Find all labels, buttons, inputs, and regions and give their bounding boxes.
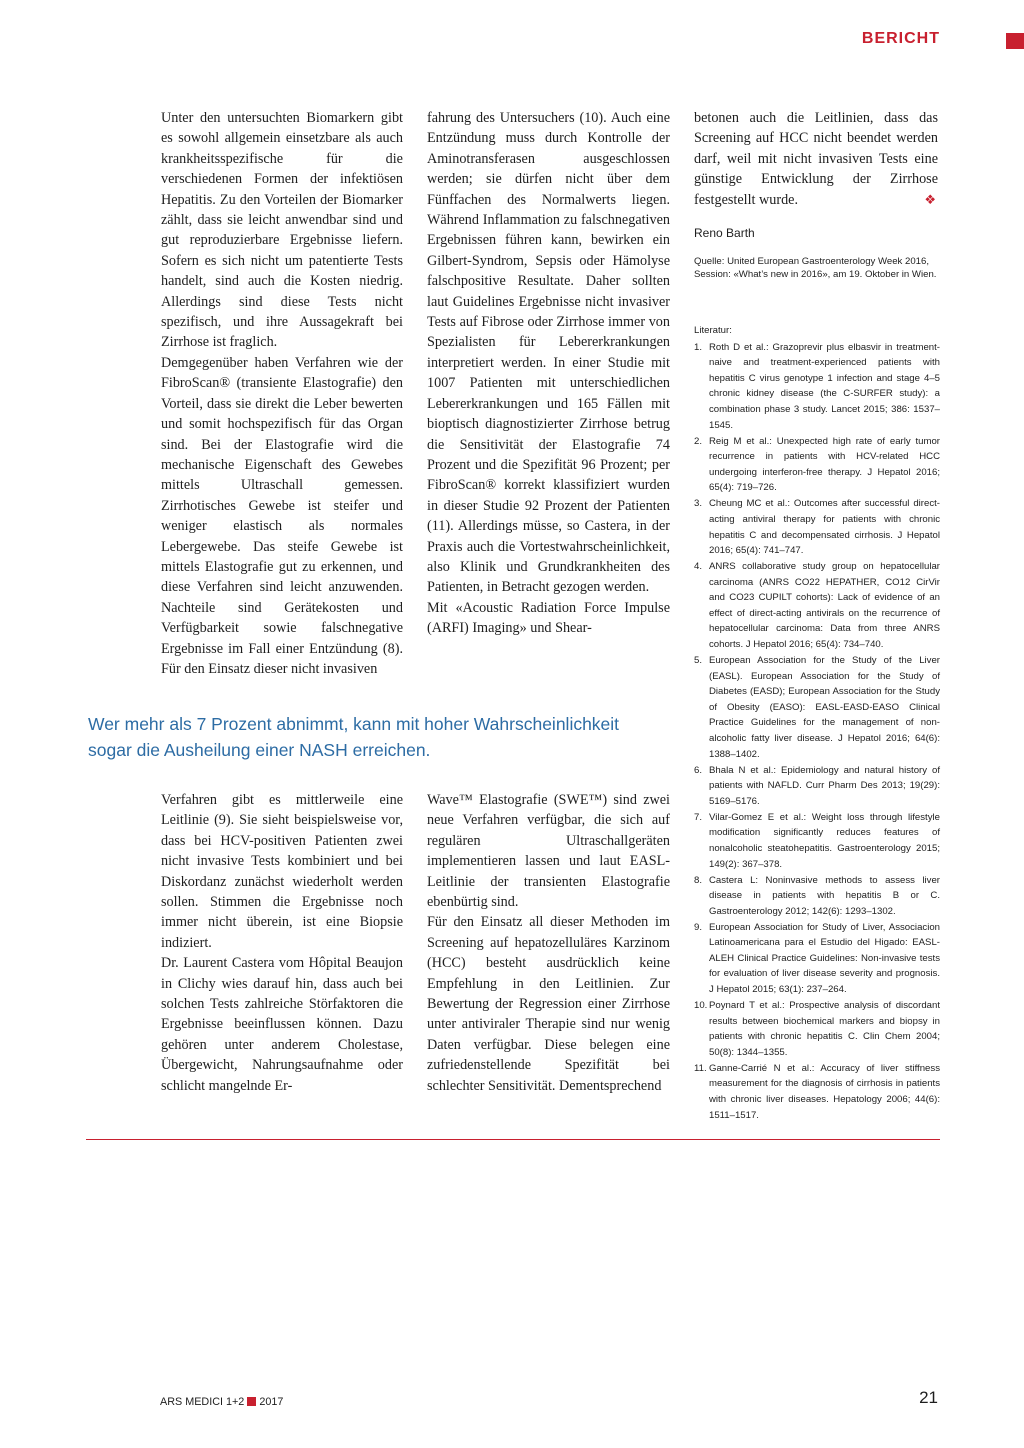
reference-number: 3. (694, 498, 703, 510)
paragraph: Verfahren gibt es mittlerweile eine Leitlinie (9). Sie sieht beispielsweise vor, dass bei HCV-positiven Patienten zwei nicht invasive Tests kombiniert und bei Diskordanz zunächst wiederholt werden sollen. Stimmen die Ergebnisse noch immer nicht überein, ist eine Biopsie indiziert. (161, 792, 403, 951)
references-list (694, 340, 940, 1124)
paragraph: Dr. Laurent Castera vom Hôpital Beaujon in Clichy wies darauf hin, dass auch bei solchen Tests zahlreiche Störfaktoren die Ergebnisse beeinflussen können. Dazu gehören unter anderem Cholestase, Übergewicht, Nahrungsaufnahme oder schlicht mangelnde Er- (161, 955, 403, 1094)
reference-item (694, 1061, 940, 1123)
reference-number: 8. (694, 874, 703, 886)
reference-number: 1. (694, 341, 703, 353)
body-column-1-bottom (161, 790, 403, 1096)
reference-number: 10. (694, 1000, 708, 1012)
end-mark-icon: ❖ (924, 191, 936, 207)
body-column-2-top (427, 108, 670, 639)
pull-quote-line: sogar die Ausheilung einer NASH erreichen. (88, 740, 431, 760)
reference-item (694, 434, 940, 496)
journal-name: ARS MEDICI 1+2 (160, 1396, 245, 1408)
reference-text: Vilar-Gomez E et al.: Weight loss through lifestyle modification significantly reduces features of nonalcoholic steatohepatitis. Gastroenterology 2015; 149(2): 367–378. (709, 811, 940, 870)
body-column-3-top (694, 108, 938, 210)
footer-separator (247, 1397, 256, 1406)
body-column-1-top (161, 108, 403, 679)
paragraph (694, 108, 938, 210)
reference-number: 4. (694, 561, 703, 573)
section-label: BERICHT (861, 30, 940, 47)
reference-item (694, 873, 940, 920)
reference-text: Cheung MC et al.: Outcomes after successful direct-acting antiviral therapy for patients with chronic hepatitis C and decompensated cirrhosis. J Hepatol 2016; 65(4): 741–747. (709, 498, 940, 557)
reference-text: European Association for Study of Liver, Associacion Latinoamericana para el Estudio del Higado: EASL-ALEH Clinical Practice Guidelines: Non-invasive tests for evaluation of liver disease severity and prognosis. J Hepatol 2015; 63(1): 237–264. (709, 921, 940, 996)
reference-text: ANRS collaborative study group on hepatocellular carcinoma (ANRS CO22 HEPATHER, CO12 CirVir and CO23 CUPILT cohorts): Lack of evidence of an effect of direct-acting antivirals on the recurrence of hepatocellular carcinoma: Data from three ANRS cohorts. J Hepatol 2016; 65(4): 734–740. (709, 561, 940, 651)
reference-text: Bhala N et al.: Epidemiology and natural history of patients with NAFLD. Curr Pharm Des 2013; 19(29): 5169–5176. (709, 764, 940, 807)
paragraph: fahrung des Untersuchers (10). Auch eine Entzündung muss durch Kontrolle der Aminotransferasen ausgeschlossen werden; sie dürfen nicht über dem Fünffachen des Normalwerts liegen. Während Inflammation zu falschnegativen Ergebnissen führen kann, bewirken ein Gilbert-Syndrom, Sepsis oder Hämolyse falschpositive Resultate. Daher sollten laut Guidelines Ergebnisse nicht invasiver Tests auf Fibrose oder Zirrhose immer von Spezialisten für Lebererkrankungen interpretiert werden. In einer Studie mit 1007 Patienten mit unterschiedlichen Lebererkrankungen und 165 Fällen mit bioptisch diagnostizierter Zirrhose betrug die Sensitivität der Elastografie 74 Prozent und die Spezifität 96 Prozent; per FibroScan® korrekt klassifiziert wurden in dieser Studie 92 Prozent der Patienten (11). Allerdings müsse, so Castera, in der Praxis auch die Vortestwahrscheinlichkeit, also Klinik und Grundkrankheiten des Patienten, in Betracht gezogen werden. (427, 110, 670, 596)
paragraph: Für den Einsatz all dieser Methoden im Screening auf hepatozelluläres Karzinom (HCC) besteht ausdrücklich keine Empfehlung in den Leitlinien. Zur Bewertung der Regression einer Zirrhose unter antiviraler Therapie sind nur wenig Daten verfügbar. Diese belegen eine zufriedenstellende Spezifität bei schlechter Sensitivität. Dementsprechend (427, 914, 670, 1094)
paragraph: Mit «Acoustic Radiation Force Impulse (ARFI) Imaging» und Shear- (427, 599, 670, 637)
author: Reno Barth (694, 226, 755, 240)
reference-item (694, 998, 940, 1060)
pull-quote (88, 711, 708, 763)
reference-number: 7. (694, 811, 703, 823)
reference-number: 9. (694, 921, 703, 933)
body-column-2-bottom (427, 790, 670, 1096)
reference-number: 6. (694, 764, 703, 776)
reference-text: European Association for the Study of the Liver (EASL). European Association for the Study of Diabetes (EASD); European Association for the Study of Obesity (EASO): EASL-EASD-EASO Clinical Practice Guidelines for the management of non-alcoholic fatty liver disease. J Hepatol 2016; 64(6): 1388–1402. (709, 655, 940, 760)
reference-number: 2. (694, 435, 703, 447)
references (694, 323, 940, 1124)
reference-item (694, 920, 940, 998)
reference-item (694, 810, 940, 872)
reference-item (694, 653, 940, 762)
page-number: 21 (919, 1388, 938, 1407)
reference-item (694, 340, 940, 434)
reference-text: Ganne-Carrié N et al.: Accuracy of liver stiffness measurement for the diagnosis of cirrhosis in patients with chronic liver diseases. Hepatology 2006; 44(6): 1511–1517. (709, 1062, 940, 1121)
reference-text: Poynard T et al.: Prospective analysis of discordant results between biochemical markers and biopsy in patients with chronic hepatitis C. Clin Chem 2004; 50(8): 1344–1355. (709, 1000, 940, 1058)
paragraph: Demgegenüber haben Verfahren wie der FibroScan® (transiente Elastografie) den Vorteil, dass sie direkt die Leber bewerten und somit hochspezifisch für das Organ sind. Bei der Elastografie wird die mechanische Eigenschaft des Gewebes mittels Ultraschall gemessen. Zirrhotisches Gewebe ist steifer und weniger elastisch als normales Lebergewebe. Das steife Gewebe ist mittels Elastografie gut zu erkennen, und diese Verfahren sind leicht anzuwenden. Nachteile sind Gerätekosten und Verfügbarkeit sowie falschnegative Ergebnisse im Fall einer Entzündung (8). Für den Einsatz dieser nicht invasiven (161, 354, 403, 677)
reference-item (694, 496, 940, 558)
reference-number: 11. (694, 1062, 707, 1074)
reference-text: Reig M et al.: Unexpected high rate of early tumor recurrence in patients with HCV-related HCC undergoing interferon-free therapy. J Hepatol 2016; 65(4): 719–726. (709, 435, 940, 494)
reference-text: Castera L: Noninvasive methods to assess liver disease in patients with hepatitis B or C. Gastroenterology 2012; 142(6): 1293–1302. (709, 874, 940, 917)
reference-item (694, 559, 940, 653)
paragraph: Wave™ Elastografie (SWE™) sind zwei neue Verfahren verfügbar, die sich auf regulären Ultraschallgeräten implementieren lassen und laut EASL-Leitlinie der transienten Elastografie ebenbürtig sind. (427, 792, 670, 911)
footer-journal (160, 1396, 283, 1408)
reference-text: Roth D et al.: Grazoprevir plus elbasvir in treatment-naive and treatment-experienced patients with hepatitis C virus genotype 1 infection and stage 4–5 chronic kidney disease (the C-SURFER study): a combination phase 3 study. Lancet 2015; 386: 1537–1545. (709, 341, 940, 431)
source-note: Quelle: United European Gastroenterology Week 2016, Session: «What’s new in 2016», am 19. Oktober in Wien. (694, 256, 937, 281)
journal-year: 2017 (259, 1396, 284, 1408)
paragraph-text: betonen auch die Leitlinien, dass das Screening auf HCC nicht beendet werden darf, weil mit nicht invasiven Tests eine günstige Entwicklung der Zirrhose festgestellt wurde. (694, 110, 938, 208)
references-heading: Literatur: (694, 325, 732, 336)
bottom-divider (86, 1139, 940, 1140)
paragraph: Unter den untersuchten Biomarkern gibt es sowohl allgemein einsetzbare als auch krankheitsspezifische für die verschiedenen Formen der infektiösen Hepatitis. Zu den Vorteilen der Biomarker zählt, dass sie leicht anwendbar sind und gut reproduzierbare Ergebnisse liefern. Sofern es sich nicht um patentierte Tests handelt, sind auch die Kosten niedrig. Allerdings sind diese Tests nicht spezifisch, und ihre Aussagekraft bei Zirrhose ist fraglich. (161, 110, 403, 351)
reference-number: 5. (694, 655, 703, 667)
pull-quote-line: Wer mehr als 7 Prozent abnimmt, kann mit hoher Wahrscheinlichkeit (88, 714, 620, 734)
reference-item (694, 763, 940, 810)
section-marker (1006, 33, 1024, 49)
